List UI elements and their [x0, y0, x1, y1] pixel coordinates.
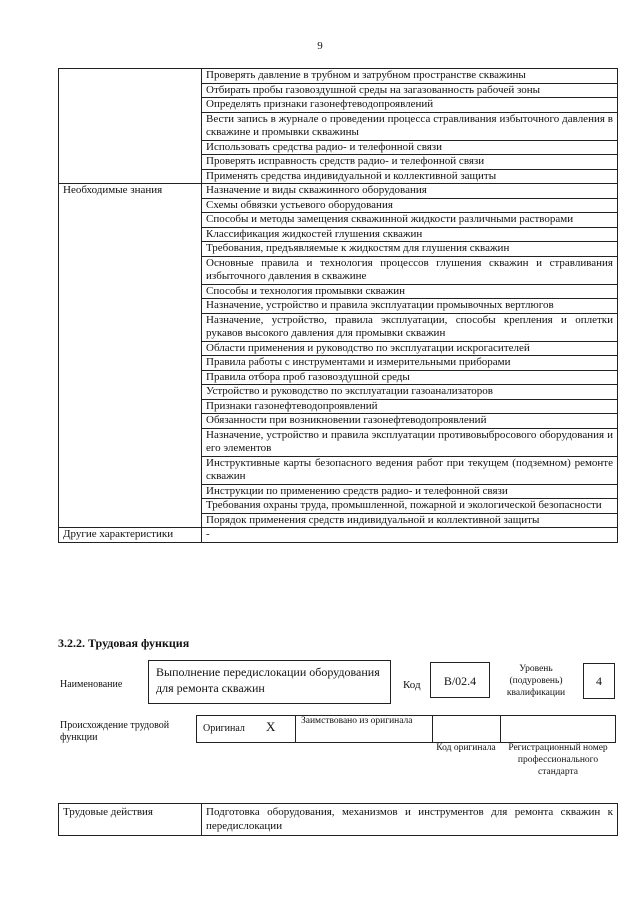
actions-label: Трудовые действия: [59, 804, 202, 836]
requirements-item: Проверять давление в трубном и затрубном пространстве скважины: [202, 69, 618, 84]
requirements-item: Признаки газонефтеводопроявлений: [202, 399, 618, 414]
requirements-table: [58, 68, 618, 543]
requirements-row: [59, 184, 618, 199]
actions-row: [59, 804, 618, 836]
requirements-item: Вести запись в журнале о проведении процесса стравливания избыточного давления в скважине и промывки скважины: [202, 112, 618, 140]
level-value: 4: [596, 674, 602, 688]
origin-divider-2: [432, 715, 433, 743]
requirements-item: Классификация жидкостей глушения скважин: [202, 227, 618, 242]
requirements-item: Правила отбора проб газовоздушной среды: [202, 370, 618, 385]
requirements-row: [59, 69, 618, 84]
requirements-item: Отбирать пробы газовоздушной среды на загазованность рабочей зоны: [202, 83, 618, 98]
requirements-item: Основные правила и технология процессов глушения скважин и стравливания избыточного давления в скважине: [202, 256, 618, 284]
origin-divider-1: [295, 715, 296, 743]
requirements-item: Использовать средства радио- и телефонной связи: [202, 140, 618, 155]
requirements-item: Назначение и виды скважинного оборудования: [202, 184, 618, 199]
requirements-category-label: Необходимые знания: [59, 184, 202, 528]
requirements-item: Назначение, устройство и правила эксплуатации противовыбросового оборудования и его элементов: [202, 428, 618, 456]
reg-number-label: Регистрационный номер профессионального стандарта: [508, 743, 608, 777]
origin-label: Происхождение трудовой функции: [60, 720, 170, 743]
requirements-item: Определять признаки газонефтеводопроявлений: [202, 98, 618, 113]
requirements-item: Требования охраны труда, промышленной, пожарной и экологической безопасности: [202, 499, 618, 514]
requirements-item: Правила работы с инструментами и измерительными приборами: [202, 356, 618, 371]
requirements-item: Инструктивные карты безопасного ведения работ при текущем (подземном) ремонте скважин: [202, 456, 618, 484]
actions-first-value: Подготовка оборудования, механизмов и инструментов для ремонта скважин к передислокации: [202, 804, 618, 836]
actions-table: [58, 803, 618, 836]
level-label: Уровень (подуровень) квалификации: [506, 664, 566, 698]
requirements-item: Порядок применения средств индивидуальной и коллективной защиты: [202, 513, 618, 528]
requirements-item: Схемы обвязки устьевого оборудования: [202, 198, 618, 213]
requirements-item: Назначение, устройство, правила эксплуатации, способы крепления и оплетки рукавов высокого давления для промывки скважин: [202, 313, 618, 341]
section-title: 3.2.2. Трудовая функция: [58, 636, 190, 650]
original-mark: X: [266, 719, 276, 734]
origin-divider-3: [500, 715, 501, 743]
name-value: Выполнение передислокации оборудования для ремонта скважин: [156, 665, 380, 695]
origin-code-label: Код оригинала: [436, 743, 496, 753]
requirements-category-label: Другие характеристики: [59, 528, 202, 543]
original-label: Оригинал: [203, 723, 245, 734]
page-number: 9: [317, 40, 323, 52]
requirements-item: Способы и технология промывки скважин: [202, 284, 618, 299]
requirements-item: Применять средства индивидуальной и коллективной защиты: [202, 169, 618, 184]
requirements-item: Требования, предъявляемые к жидкостям для глушения скважин: [202, 242, 618, 257]
code-value: B/02.4: [443, 674, 477, 688]
requirements-item: Проверять исправность средств радио- и телефонной связи: [202, 155, 618, 170]
borrowed-label: Заимствовано из оригинала: [301, 716, 413, 726]
requirements-item: Обязанности при возникновении газонефтеводопроявлений: [202, 414, 618, 429]
requirements-item: Назначение, устройство и правила эксплуатации промывочных вертлюгов: [202, 299, 618, 314]
requirements-item: Инструкции по применению средств радио- и телефонной связи: [202, 484, 618, 499]
requirements-row: [59, 528, 618, 543]
requirements-item: Способы и методы замещения скважинной жидкости различными растворами: [202, 213, 618, 228]
code-label: Код: [403, 679, 421, 691]
requirements-item: Устройство и руководство по эксплуатации газоанализаторов: [202, 385, 618, 400]
name-label: Наименование: [60, 679, 123, 690]
requirements-item: -: [202, 528, 618, 543]
requirements-category-label: [59, 69, 202, 184]
requirements-item: Области применения и руководство по эксплуатации искрогасителей: [202, 341, 618, 356]
